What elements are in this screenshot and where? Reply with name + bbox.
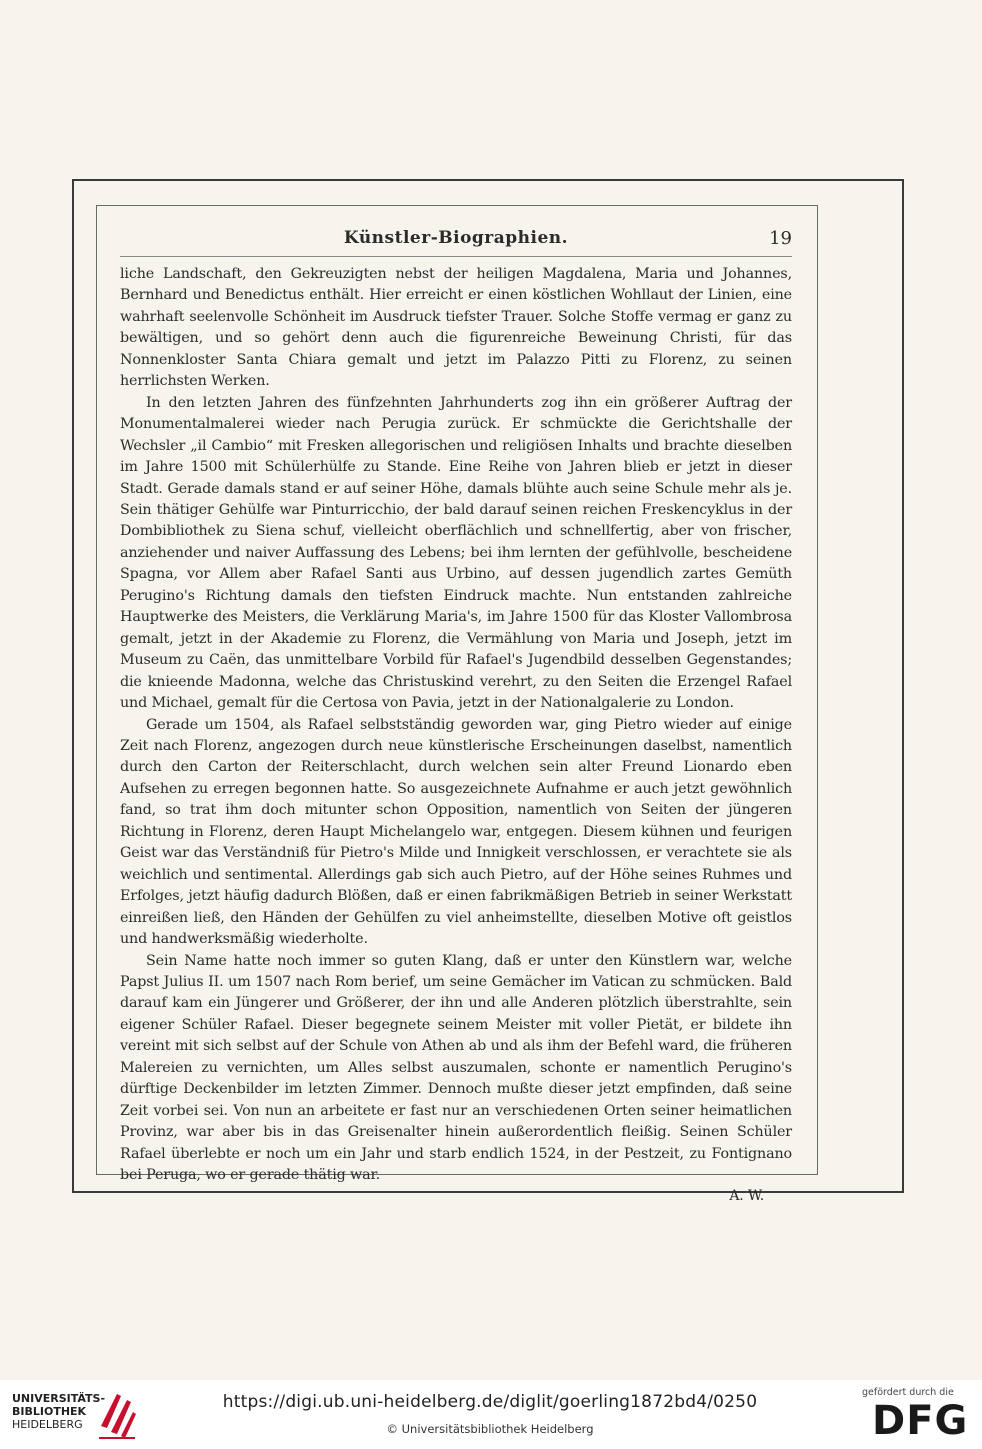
library-name-line: HEIDELBERG (12, 1418, 83, 1431)
page-number: 19 (769, 228, 792, 249)
library-logo-icon[interactable] (97, 1386, 137, 1442)
body-text (120, 264, 792, 1208)
funding-caption: gefördert durch die (862, 1387, 954, 1398)
running-title: Künstler-Biographien. (343, 228, 569, 248)
library-name-line: UNIVERSITÄTS- (12, 1392, 106, 1405)
library-logo-text[interactable] (12, 1392, 106, 1431)
paragraph: Gerade um 1504, als Rafael selbstständig geworden war, ging Pietro wieder auf einige Zeit nach Florenz, angezogen durch neue künstlerische Erscheinungen daselbst, namentlich durch den Carton der Reiterschlacht, durch welchen sein alter Freund Lionardo eben Aufsehen zu erregen begonnen hatte. So ausgezeichnete Aufnahme er auch jetzt gewöhnlich fand, so trat ihm doch mitunter schon Opposition, namentlich von Seiten der jüngeren Richtung in Florenz, deren Haupt Michelangelo war, entgegen. Diesem kühnen und feurigen Geist war das Verständniß für Pietro's Milde und Innigkeit verschlossen, er verachtete sie als weichlich und sentimental. Allerdings gab sich auch Pietro, auf der Höhe seines Ruhmes und Erfolges, jetzt häufig dadurch Blößen, daß er einen fabrikmäßigen Betrieb in seiner Werkstatt einreißen ließ, den Händen der Gehülfen zu viel anheimstellte, dieselben Motive oft geistlos und handwerksmäßig wiederholte. (120, 716, 792, 948)
page-header (120, 228, 792, 258)
permalink-url[interactable]: https://digi.ub.uni-heidelberg.de/diglit/goerling1872bd4/0250 (222, 1392, 758, 1412)
paragraph: In den letzten Jahren des fünfzehnten Jahrhunderts zog ihn ein größerer Auftrag der Monumentalmalerei wieder nach Perugia zurück. Er schmückte die Gerichtshalle der Wechsler „il Cambio“ mit Fresken allegorischen und religiösen Inhalts und brachte dieselben im Jahre 1500 mit Schülerhülfe zu Stande. Eine Reihe von Jahren blieb er jetzt in dieser Stadt. Gerade damals stand er auf seiner Höhe, damals blühte auch seine Schule mehr als je. Sein thätiger Gehülfe war Pinturricchio, der bald darauf seinen reichen Freskencyklus in der Dombibliothek zu Siena schuf, vielleicht oberflächlich und schnellfertig, aber von frischer, anziehender und naiver Auffassung des Lebens; bei ihm lernten der gefühlvolle, bescheidene Spagna, vor Allem aber Rafael Santi aus Urbino, auf dessen jugendlich zartes Gemüth Perugino's Richtung damals den tiefsten Eindruck machte. Nun entstanden zahlreiche Hauptwerke des Meisters, die Verklärung Maria's, im Jahre 1500 für das Kloster Vallombrosa gemalt, jetzt in der Akademie zu Florenz, die Vermählung von Maria und Joseph, jetzt im Museum zu Caën, das unmittelbare Vorbild für Rafael's Jugendbild desselben Gegenstandes; die knieende Madonna, welche das Christuskind verehrt, zu den Seiten die Erzengel Rafael und Michael, gemalt für die Certosa von Pavia, jetzt in der Nationalgalerie zu London. (120, 394, 792, 712)
paragraph: Sein Name hatte noch immer so guten Klang, daß er unter den Künstlern war, welche Papst Julius II. um 1507 nach Rom berief, um seine Gemächer im Vatican zu schmücken. Bald darauf kam ein Jüngerer und Größerer, der ihn und alle Anderen plötzlich überstrahlte, sein eigener Schüler Rafael. Dieser begegnete seinem Meister mit voller Pietät, er bildete ihn vereint mit sich selbst auf der Schule von Athen ab und als ihm der Befehl ward, die früheren Malereien zu vernichten, um Alles selbst auszumalen, schonte er namentlich Perugino's dürftige Deckenbilder im letzten Zimmer. Dennoch mußte dieser jetzt empfinden, daß seine Zeit vorbei sei. Von nun an arbeitete er fast nur an verschiedenen Orten seiner heimatlichen Provinz, war aber bis in das Greisenalter hinein außerordentlich fleißig. Seinen Schüler Rafael überlebte er noch um ein Jahr und starb endlich 1524, in der Pestzeit, zu Fontignano bei Peruga, wo er gerade thätig war. (120, 952, 792, 1184)
author-signature: A. W. (729, 1188, 764, 1205)
header-rule (120, 256, 792, 257)
copyright-notice: © Universitätsbibliothek Heidelberg (386, 1422, 594, 1436)
dfg-logo[interactable]: DFG (872, 1398, 969, 1444)
library-name-line: BIBLIOTHEK (12, 1405, 87, 1418)
paragraph: liche Landschaft, den Gekreuzigten nebst der heiligen Magdalena, Maria und Johannes, Bernhard und Benedictus enthält. Hier erreicht er einen köstlichen Wohllaut der Linien, eine wahrhaft seelenvolle Schönheit im Ausdruck tiefster Trauer. Solche Stoffe vermag er ganz zu bewältigen, und so gehört denn auch die figurenreiche Beweinung Christi, für das Nonnenkloster Santa Chiara gemalt und jetzt im Palazzo Pitti zu Florenz, zu seinen herrlichsten Werken. (120, 266, 792, 390)
viewer-footer (0, 1380, 982, 1449)
